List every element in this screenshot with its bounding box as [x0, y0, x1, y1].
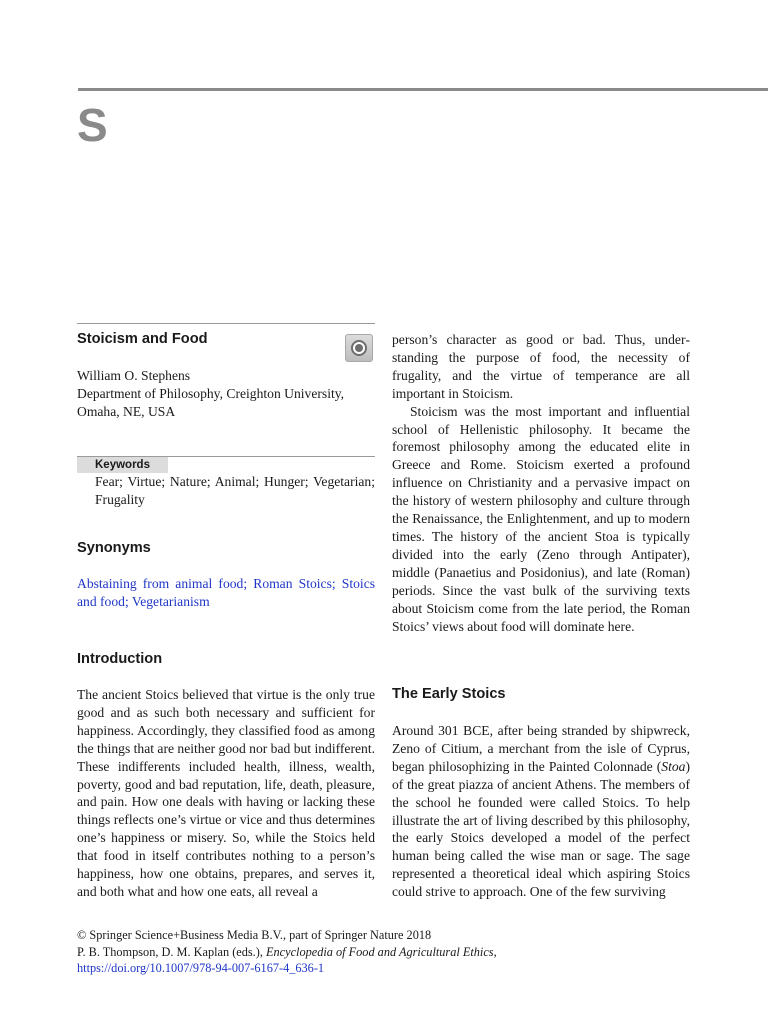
affiliation-line-1: Department of Philosophy, Creighton University,: [77, 385, 345, 401]
stoicism-paragraph: Stoicism was the most important and influential school of Hellenistic philosophy. It became the foremost philosophy among the educated elite in Greece and Rome. Stoicism exerted a profound influence on Christianity and a pervasive impact on the history of western philosophy and culture through the Renaissance, the Enlightenment, and up to modern times. The history of the ancient Stoa is typically divided into the early (Zeno through Antipater), middle (Panaetius and Posidonius), and late (Roman) periods. Since the vast bulk of the surviving texts about Stoicism come from the late period, the Roman Stoics’ views about food will dominate here.: [392, 403, 690, 634]
introduction-heading: Introduction: [77, 651, 163, 667]
section-letter: S: [77, 99, 108, 151]
article-title: Stoicism and Food: [77, 331, 208, 347]
book-title: Encyclopedia of Food and Agricultural Ethics: [266, 944, 494, 959]
copyright-line: © Springer Science+Business Media B.V., part of Springer Nature 2018: [77, 928, 432, 942]
early-stoics-heading: The Early Stoics: [392, 686, 506, 702]
keywords-label: Keywords: [77, 457, 168, 473]
synonym-link[interactable]: Stoics and food: [77, 576, 376, 609]
doi-link[interactable]: https://doi.org/10.1007/978-94-007-6167-4_636-1: [77, 961, 325, 975]
footer: [77, 927, 697, 977]
right-continuation: [392, 331, 690, 635]
synonyms-heading: Synonyms: [77, 540, 151, 556]
early-stoics-text: Around 301 BCE, after being stranded by shipwreck, Zeno of Citium, a merchant from the isle of Cyprus, began philosophizing in the Painted Colonnade (Stoa) of the great piazza of ancient Athens. The members of the school he founded were called Stoics. To help illustrate the art of living described by this philosophy, the early Stoics developed a model of the perfect human being called the wise man or sage. The sage represented a theoretical ideal which aspiring Stoics could strive to approach. One of the few surviving: [392, 723, 690, 900]
keywords-text: Fear; Virtue; Nature; Animal; Hunger; Vegetarian; Frugality: [95, 474, 375, 507]
author-block: [77, 367, 375, 421]
crossmark-icon[interactable]: [345, 334, 373, 362]
synonym-link[interactable]: Roman Stoics: [253, 576, 332, 591]
author-name: William O. Stephens: [77, 368, 191, 383]
introduction-text: The ancient Stoics believed that virtue is the only true good and as such both necessary and sufficient for happiness. Accordingly, they classified food as among the things that are neither good nor bad but indifferent. These indifferents included health, illness, wealth, poverty, good and bad reputation, life, death, pleasure, and pain. How one deals with having or lacking these things reflects one’s virtue or vice and thus determines one’s happiness or misery. So, while the Stoics held that food in itself contributes nothing to a person’s happiness, how one obtains, prepares, and serves it, and both what and how one eats, all reveal a: [77, 687, 375, 899]
continuation-paragraph: person’s character as good or bad. Thus, understanding the purpose of food, the necessity of frugality, and the virtue of temperance are all important in Stoicism.: [392, 332, 690, 401]
top-rule: [78, 88, 768, 91]
synonym-link[interactable]: Vegetarianism: [131, 593, 210, 609]
synonym-link[interactable]: Abstaining from animal food: [77, 576, 244, 591]
synonyms-list: Abstaining from animal food; Roman Stoics; Stoics and food; Vegetarianism: [77, 576, 376, 609]
title-rule: [77, 323, 375, 324]
editors-line: P. B. Thompson, D. M. Kaplan (eds.), Encyclopedia of Food and Agricultural Ethics,: [77, 944, 497, 959]
affiliation-line-2: Omaha, NE, USA: [77, 403, 176, 419]
